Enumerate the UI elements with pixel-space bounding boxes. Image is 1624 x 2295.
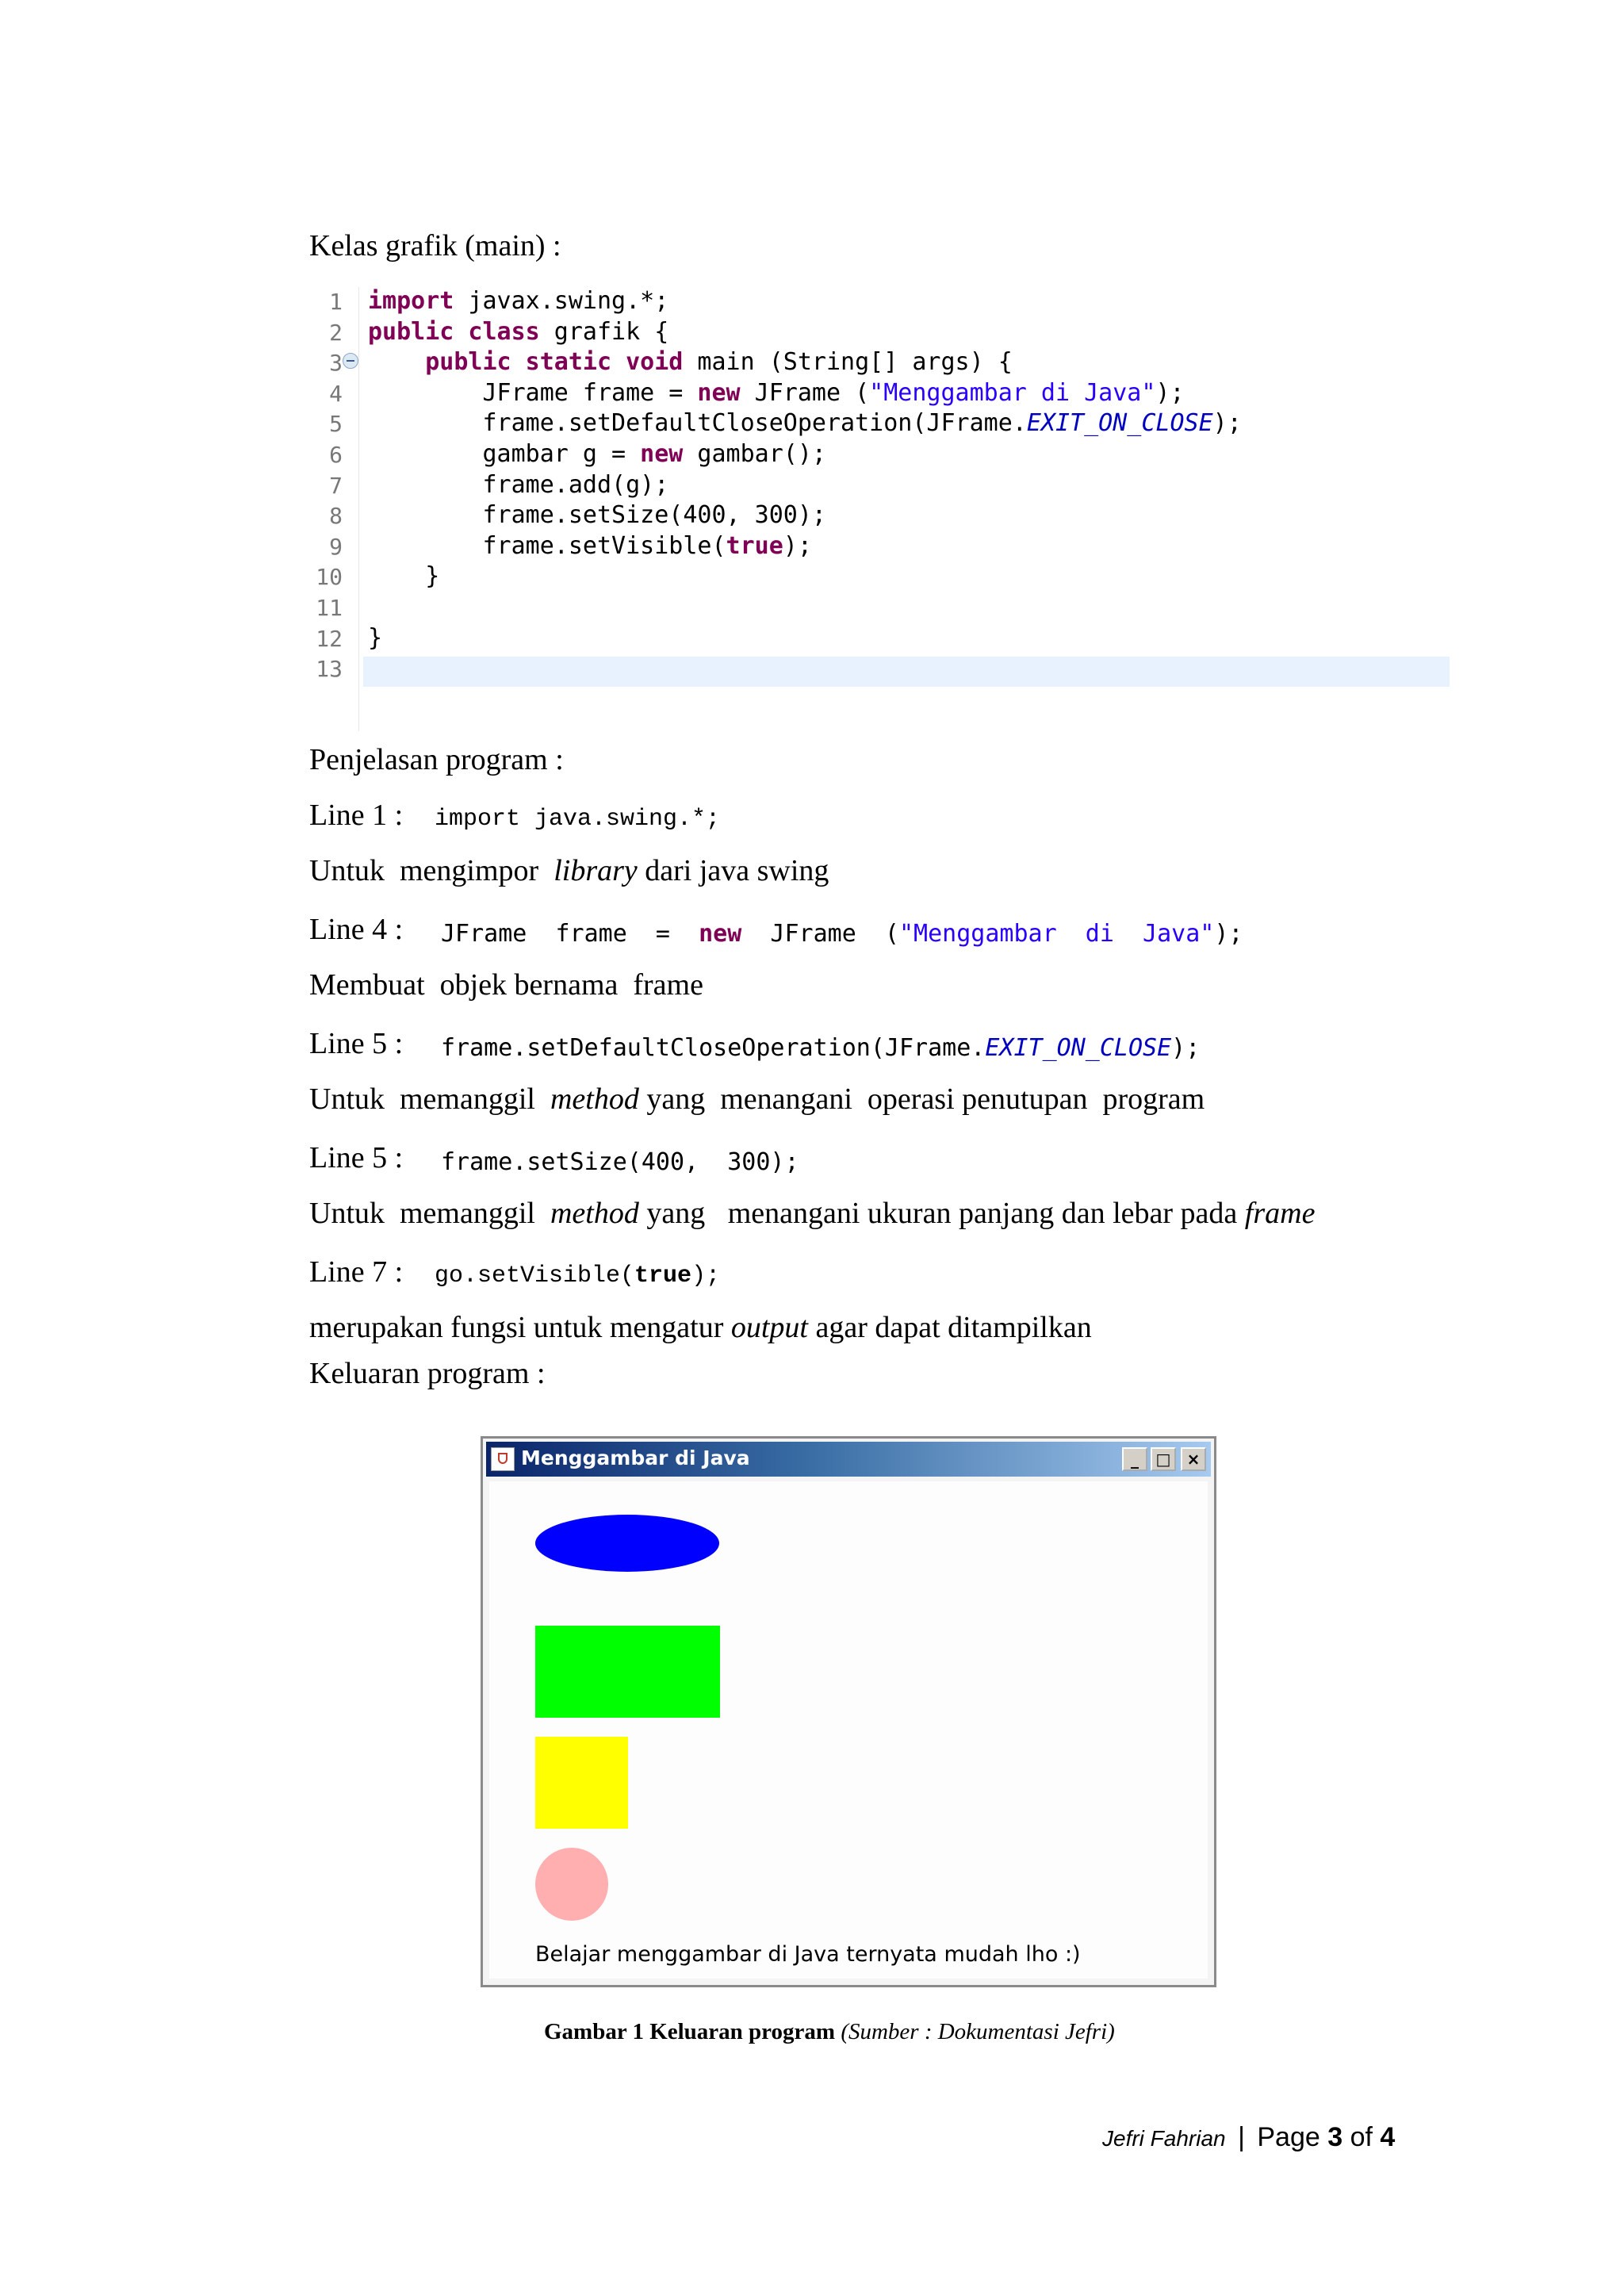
code-token: frame.setVisible( xyxy=(368,531,726,560)
code-line xyxy=(368,471,668,499)
close-button[interactable]: × xyxy=(1181,1447,1206,1471)
entry-line-label: Line 1 : xyxy=(309,799,404,832)
line-number: 9 xyxy=(329,533,343,560)
code-token: ); xyxy=(691,1262,721,1289)
code-token: frame.setSize(400, 300); xyxy=(368,501,826,530)
code-token: ); xyxy=(1214,920,1243,948)
code-token: import java.swing.*; xyxy=(435,806,721,833)
drawing-canvas xyxy=(489,1481,1208,1979)
window-title: Menggambar di Java xyxy=(521,1446,750,1469)
page-footer xyxy=(1102,2122,1395,2153)
code-line xyxy=(368,348,1013,376)
code-token: public class xyxy=(368,317,540,346)
code-line xyxy=(368,409,1242,437)
code-token: gambar g = xyxy=(368,440,641,468)
code-token: ); xyxy=(1155,378,1185,407)
description-text: method xyxy=(550,1082,639,1116)
entry-code xyxy=(441,1148,799,1176)
code-token: new xyxy=(640,440,684,468)
line-number: 11 xyxy=(316,595,343,621)
java-window xyxy=(481,1436,1216,1987)
explanation-heading: Penjelasan program : xyxy=(309,743,564,776)
yellow-square xyxy=(535,1737,628,1829)
description-text: agar dapat ditampilkan xyxy=(808,1311,1092,1344)
output-heading: Keluaran program : xyxy=(309,1357,546,1390)
line-number: 6 xyxy=(329,442,343,468)
code-line xyxy=(368,562,439,590)
code-token: JFrame frame = xyxy=(368,378,698,407)
entry-line-label: Line 5 : xyxy=(309,1141,404,1174)
code-token: ); xyxy=(1212,409,1242,438)
description-text: frame xyxy=(1244,1197,1316,1230)
line-number: 12 xyxy=(316,625,343,652)
description-text: merupakan fungsi untuk mengatur xyxy=(309,1311,731,1344)
entry-description xyxy=(309,853,829,888)
line-number: 1 xyxy=(329,289,343,315)
description-text: library xyxy=(553,854,638,887)
description-text: yang menangani operasi penutupan program xyxy=(638,1082,1205,1116)
entry-code xyxy=(435,806,720,833)
code-line xyxy=(368,287,668,315)
description-text: yang menangani ukuran panjang dan lebar pada xyxy=(638,1197,1245,1230)
code-line xyxy=(368,440,826,468)
description-text: output xyxy=(730,1311,808,1344)
caption-title: Gambar 1 Keluaran program xyxy=(544,2019,836,2044)
current-line-highlight xyxy=(363,657,1450,687)
code-token: frame.add(g); xyxy=(368,470,669,499)
caption-source: (Sumber : Dokumentasi Jefri) xyxy=(841,2019,1115,2044)
canvas-message: Belajar menggambar di Java ternyata mudah lho :) xyxy=(535,1942,1081,1967)
fold-collapse-icon[interactable] xyxy=(343,353,358,369)
description-text: Untuk memanggil xyxy=(309,1197,550,1230)
code-token xyxy=(368,348,425,376)
maximize-button[interactable]: □ xyxy=(1151,1447,1176,1471)
line-number: 7 xyxy=(329,472,343,499)
pink-circle xyxy=(535,1848,608,1921)
code-token: "Menggambar di Java" xyxy=(898,920,1215,948)
code-token: import xyxy=(368,287,454,315)
code-token: frame.setSize(400, 300); xyxy=(441,1148,799,1176)
code-token: new xyxy=(697,378,741,407)
blue-oval xyxy=(535,1515,719,1572)
code-token: true xyxy=(726,531,783,560)
code-token: EXIT_ON_CLOSE xyxy=(985,1034,1172,1062)
footer-separator: | xyxy=(1238,2122,1245,2152)
code-token: JFrame frame = xyxy=(441,920,699,948)
code-token: true xyxy=(634,1262,692,1289)
code-token: ); xyxy=(1171,1034,1201,1062)
footer-author: Jefri Fahrian xyxy=(1102,2126,1226,2151)
code-token: frame.setDefaultCloseOperation(JFrame. xyxy=(368,409,1027,438)
code-editor-snippet xyxy=(316,287,1450,731)
entry-line-label: Line 4 : xyxy=(309,913,404,946)
code-line xyxy=(368,501,826,529)
code-line xyxy=(368,318,668,346)
code-line xyxy=(368,532,812,560)
line-number: 13 xyxy=(316,656,343,683)
code-token: frame.setDefaultCloseOperation(JFrame. xyxy=(441,1034,986,1062)
code-token: grafik { xyxy=(539,317,669,346)
entry-description xyxy=(309,967,703,1002)
entry-code xyxy=(441,920,1243,948)
footer-page-number: 3 xyxy=(1327,2122,1343,2152)
code-token: ); xyxy=(783,531,812,560)
code-token: main (String[] args) { xyxy=(683,348,1013,377)
entry-code xyxy=(435,1262,720,1289)
code-token: new xyxy=(699,920,742,948)
description-text: method xyxy=(550,1197,639,1230)
code-token: JFrame ( xyxy=(740,378,870,407)
line-number: 8 xyxy=(329,503,343,530)
java-cup-icon xyxy=(491,1447,515,1471)
description-text: Membuat objek bernama frame xyxy=(309,968,703,1002)
entry-line-label: Line 5 : xyxy=(309,1027,404,1060)
description-text: Untuk mengimpor xyxy=(309,854,554,887)
description-text: Untuk memanggil xyxy=(309,1082,550,1116)
entry-description xyxy=(309,1082,1205,1117)
minimize-button[interactable]: _ xyxy=(1122,1447,1147,1471)
code-token: JFrame ( xyxy=(741,920,899,948)
entry-code xyxy=(441,1034,1200,1062)
code-token: public static void xyxy=(425,348,684,377)
entry-description xyxy=(309,1310,1092,1345)
figure-caption xyxy=(544,2019,1115,2045)
description-text: dari java swing xyxy=(637,854,829,887)
code-token: go.setVisible( xyxy=(435,1262,635,1289)
code-line xyxy=(368,624,382,652)
footer-page-word: Page xyxy=(1257,2122,1320,2152)
code-token: } xyxy=(368,623,383,652)
footer-page-total: 4 xyxy=(1380,2122,1396,2152)
code-token: } xyxy=(368,562,440,591)
line-number: 4 xyxy=(329,380,343,407)
code-token: "Menggambar di Java" xyxy=(869,378,1156,407)
code-line xyxy=(368,379,1185,407)
entry-description xyxy=(309,1196,1315,1231)
line-number: 5 xyxy=(329,411,343,438)
footer-of: of xyxy=(1350,2122,1373,2152)
line-number: 2 xyxy=(329,319,343,346)
green-rectangle xyxy=(535,1626,720,1718)
section-heading: Kelas grafik (main) : xyxy=(309,229,561,262)
line-number: 3 xyxy=(329,350,343,377)
code-token: gambar(); xyxy=(683,440,826,468)
code-token: javax.swing.*; xyxy=(454,287,669,315)
window-titlebar[interactable] xyxy=(486,1442,1211,1477)
entry-line-label: Line 7 : xyxy=(309,1255,404,1289)
line-number: 10 xyxy=(316,564,343,591)
code-token: EXIT_ON_CLOSE xyxy=(1026,409,1213,438)
